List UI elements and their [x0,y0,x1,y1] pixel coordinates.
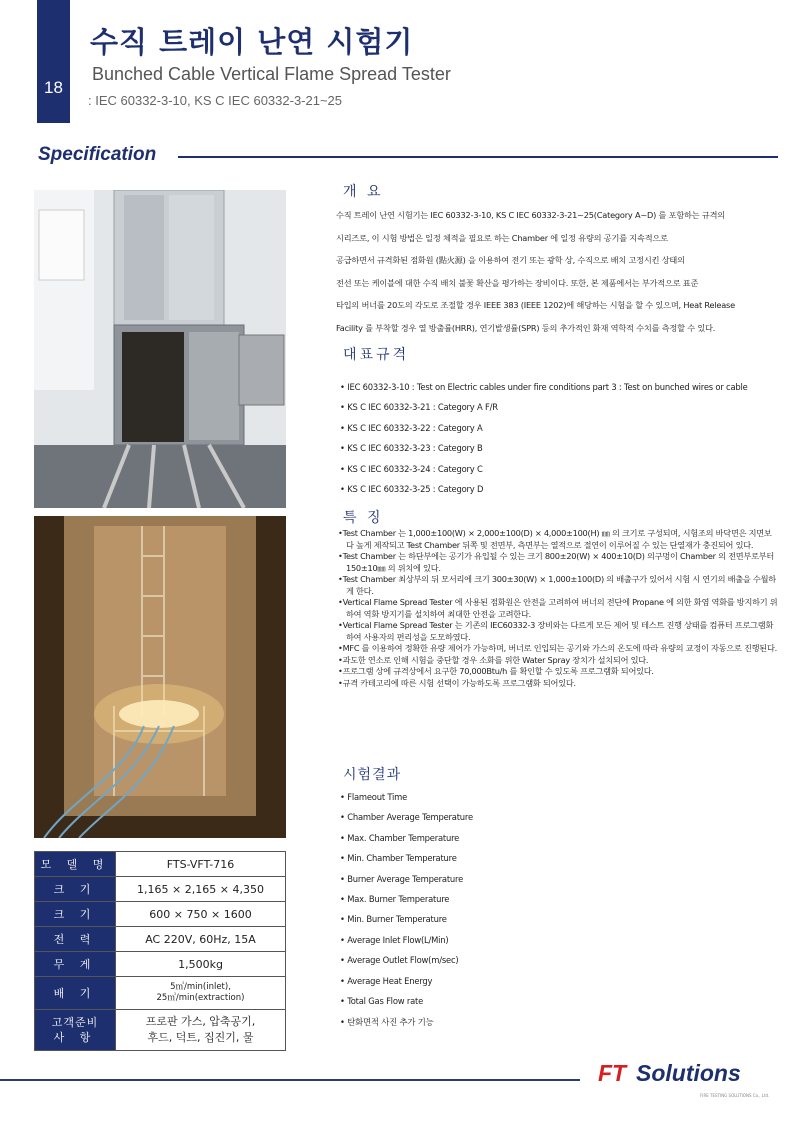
customer-prep-label [35,1010,116,1051]
list-item: • Flameout Time [340,792,473,812]
list-item: • Average Outlet Flow(m/sec) [340,955,473,975]
size-outer-value: 1,165 × 2,165 × 4,350 [116,877,286,902]
exhaust-inlet: 5㎥/min(inlet), [170,982,231,992]
list-item: • Test Chamber 는 하단부에는 공기가 유입될 수 있는 크기 800±20(W) × 400±10(D) 의구멍이 Chamber 의 전면부로부터 150±10㎜ 의 위치에 있다. [338,551,778,574]
footer-divider [0,1079,580,1081]
model-value: FTS-VFT-716 [116,852,286,877]
overview-title: 개 요 [343,184,384,200]
list-item: • 규격 카테고리에 따른 시험 선택이 가능하도록 프로그램화 되어있다. [338,678,778,690]
exhaust-label: 배 기 [35,977,116,1010]
table-row [35,1010,286,1051]
overview-line: 시리즈로, 이 시험 방법은 일정 체적을 필요로 하는 Chamber 에 일정 유량의 공기를 지속적으로 [336,232,668,243]
list-item: • Test Chamber 최상부의 뒤 모서리에 크기 300±30(W) × 1,000±100(D) 의 배출구가 있어서 시험 시 연기의 배출을 수월하게 한다. [338,574,778,597]
overview-line: 수직 트레이 난연 시험기는 IEC 60332-3-10, KS C IEC 60332-3-21~25(Category A~D) 를 포함하는 규격의 [336,210,725,220]
list-item: • Total Gas Flow rate [340,996,473,1016]
page-number: 18 [44,78,63,97]
customer-prep-label-line: 고객준비 [51,1016,99,1029]
specification-divider [178,156,778,158]
weight-label: 무 게 [35,952,116,977]
list-item: • Vertical Flame Spread Tester 에 사용된 점화원은 안전을 고려하여 버너의 전단에 Propane 에 의한 화염 역화를 방지하기 위하여 역화 방지기를 설치하여 최대한 안전을 고려한다. [338,597,778,620]
exhaust-extraction: 25㎥/min(extraction) [156,993,245,1003]
table-row [35,877,286,902]
company-logo-ft: FT [598,1060,627,1086]
overview-line: Facility 를 부착할 경우 열 방출률(HRR), 연기발생률(SPR) 등의 추가적인 화재 역학적 수치를 측정할 수 있다. [336,322,716,333]
standard-reference: : IEC 60332-3-10, KS C IEC 60332-3-21~25 [88,93,343,108]
list-item: • KS C IEC 60332-3-23 : Category B [340,443,748,463]
results-list [340,792,473,1037]
table-row [35,927,286,952]
results-title: 시험결과 [343,767,402,783]
list-item: • Max. Chamber Temperature [340,833,473,853]
size-outer-label: 크 기 [35,877,116,902]
weight-value: 1,500kg [116,952,286,977]
company-logo-solutions: Solutions [636,1060,741,1086]
power-label: 전 력 [35,927,116,952]
table-row [35,902,286,927]
customer-prep-line: 프로판 가스, 압축공기, [145,1015,256,1028]
list-item: • KS C IEC 60332-3-24 : Category C [340,464,748,484]
overview-line: 공급하면서 규격화된 점화원 (點火源) 을 이용하여 전기 또는 광학 상, 수직으로 배치 고정시킨 상태의 [336,255,685,265]
table-row [35,977,286,1010]
customer-prep-label-line: 사 항 [53,1031,97,1044]
list-item: • Average Inlet Flow(L/Min) [340,935,473,955]
page-number-tab [37,0,70,123]
tester-exterior-photo [34,190,286,508]
features-list [338,528,778,689]
list-item: • KS C IEC 60332-3-21 : Category A F/R [340,402,748,422]
list-item: • 과도한 연소로 인해 시험을 중단할 경우 소화를 위한 Water Spray 장치가 설치되어 있다. [338,655,778,667]
features-title: 특 징 [343,510,384,526]
tester-interior-flame-photo [34,516,286,838]
list-item: • Average Heat Energy [340,976,473,996]
overview-paragraph [336,204,776,339]
list-item: • 탄화면적 사진 추가 기능 [340,1016,473,1036]
list-item: • Min. Burner Temperature [340,914,473,934]
exhaust-value [116,977,286,1010]
size-inner-label: 크 기 [35,902,116,927]
table-row [35,952,286,977]
list-item: • KS C IEC 60332-3-22 : Category A [340,423,748,443]
overview-line: 타입의 버너를 20도의 각도로 조절할 경우 IEEE 383 (IEEE 1202)에 해당하는 시험을 할 수 있으며, Heat Release [336,300,735,310]
standards-title: 대표규격 [343,347,410,363]
model-label: 모 델 명 [35,852,116,877]
overview-line: 전선 또는 케이블에 대한 수직 배치 불꽃 확산을 평가하는 장비이다. 또한, 본 제품에서는 부가적으로 표준 [336,277,699,288]
company-logo-subtitle: FIRE TESTING SOLUTIONS Co., Ltd. [700,1093,770,1098]
page-subtitle: Bunched Cable Vertical Flame Spread Tester [92,64,451,84]
customer-prep-line: 후드, 덕트, 집진기, 물 [147,1031,254,1044]
page-title: 수직 트레이 난연 시험기 [90,25,414,59]
size-inner-value: 600 × 750 × 1600 [116,902,286,927]
list-item: • IEC 60332-3-10 : Test on Electric cables under fire conditions part 3 : Test on bunched wires or cable [340,382,748,402]
list-item: • Min. Chamber Temperature [340,853,473,873]
list-item: • Vertical Flame Spread Tester 는 기존의 IEC60332-3 장비와는 다르게 모든 제어 및 테스트 진행 상태를 컴퓨터 프로그램화 하여 사용자의 편리성을 도모하였다. [338,620,778,643]
list-item: • Burner Average Temperature [340,874,473,894]
table-row [35,852,286,877]
spec-table [34,851,286,1051]
list-item: • KS C IEC 60332-3-25 : Category D [340,484,748,504]
standards-list [340,382,748,504]
power-value: AC 220V, 60Hz, 15A [116,927,286,952]
customer-prep-value [116,1010,286,1051]
list-item: • Test Chamber 는 1,000±100(W) × 2,000±100(D) × 4,000±100(H) ㎜ 의 크기로 구성되며, 시험조의 바닥면은 지면보다 높게 제작되고 Test Chamber 뒤쪽 및 전면부, 측면부는 열적으로 절연이 이루어질 수 있는 단열재가 충진되어 있다. [338,528,778,551]
list-item: • Chamber Average Temperature [340,812,473,832]
specification-heading: Specification [38,144,157,165]
list-item: • 프로그램 상에 규격상에서 요구한 70,000Btu/h 를 확인할 수 있도록 프로그램화 되어있다. [338,666,778,678]
list-item: • MFC 를 이용하여 정확한 유량 제어가 가능하며, 버너로 인입되는 공기와 가스의 온도에 따라 유량의 교정이 자동으로 진행된다. [338,643,778,655]
list-item: • Max. Burner Temperature [340,894,473,914]
